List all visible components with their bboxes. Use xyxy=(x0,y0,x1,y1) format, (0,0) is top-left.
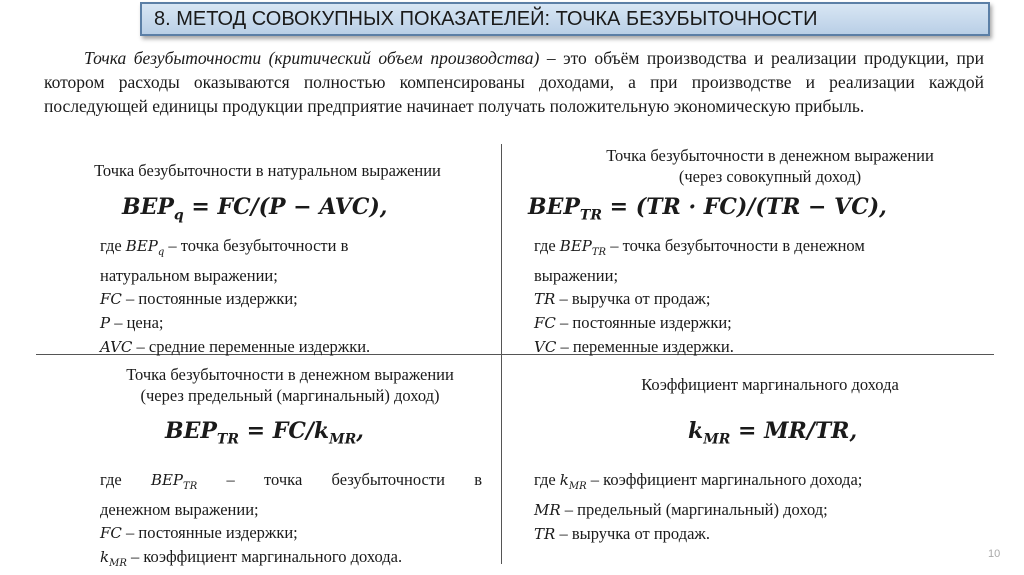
intro-paragraph xyxy=(44,46,984,118)
q4-line: MR – предельный (маргинальный) доход; xyxy=(534,500,828,519)
q3-line: FC – постоянные издержки; xyxy=(100,523,298,542)
q4-description xyxy=(534,468,974,546)
q1-line: где $BEP_q$ – точка безубыточности в xyxy=(100,236,349,258)
q3-description xyxy=(100,468,482,575)
page-number: 10 xyxy=(988,548,1001,560)
q1-line: натуральном выражении; xyxy=(100,266,278,285)
q1-description xyxy=(100,234,495,359)
q2-description xyxy=(534,234,974,359)
q2-line: TR – выручка от продаж; xyxy=(534,289,711,308)
q4-formula: $k_{MR} = MR/TR$, xyxy=(688,418,858,448)
q3-line: денежном выражении; xyxy=(100,500,259,519)
q2-line: выражении; xyxy=(534,266,619,285)
q1-formula: $BEP_q = FC/(P - AVC)$, xyxy=(122,194,388,224)
q3-heading: Точка безубыточности в денежном выражении (через предельный (маргинальный) доход) xyxy=(126,365,454,405)
slide-title: 8. МЕТОД СОВОКУПНЫХ ПОКАЗАТЕЛЕЙ: ТОЧКА БЕЗУБЫТОЧНОСТИ xyxy=(140,2,990,36)
q3-formula: $BEP_{TR} = FC/k_{MR}$, xyxy=(165,418,364,448)
q1-line: FC – постоянные издержки; xyxy=(100,289,298,308)
q2-line: FC – постоянные издержки; xyxy=(534,313,732,332)
q3-line: $k_{MR}$ – коэффициент маргинального дохода. xyxy=(100,547,403,569)
q3-line: где $BEP_{TR}$ – точка безубыточности в xyxy=(100,470,482,492)
q2-line: VC – переменные издержки. xyxy=(534,337,734,356)
q1-heading: Точка безубыточности в натуральном выражении xyxy=(94,161,441,180)
q2-line: где $BEP_{TR}$ – точка безубыточности в денежном xyxy=(534,236,865,258)
q4-heading: Коэффициент маргинального дохода xyxy=(641,375,899,394)
q4-line: где $k_{MR}$ – коэффициент маргинального дохода; xyxy=(534,470,863,492)
intro-text: – это объём производства и реализации продукции, при котором расходы оказываются полностью компенсированы доходами, а при производстве и реализации каждой последующей единицы продукции предприятие начинает получать положительную экономическую прибыль. xyxy=(44,48,984,116)
q2-formula: $BEP_{TR} = (TR \cdot FC)/(TR - VC)$, xyxy=(528,194,887,224)
intro-term: Точка безубыточности (критический объем производства) xyxy=(84,48,540,68)
q2-heading: Точка безубыточности в денежном выражении (через совокупный доход) xyxy=(606,146,934,186)
q4-line: TR – выручка от продаж. xyxy=(534,524,710,543)
q1-line: AVC – средние переменные издержки. xyxy=(100,337,371,356)
q1-line: P – цена; xyxy=(100,313,164,332)
